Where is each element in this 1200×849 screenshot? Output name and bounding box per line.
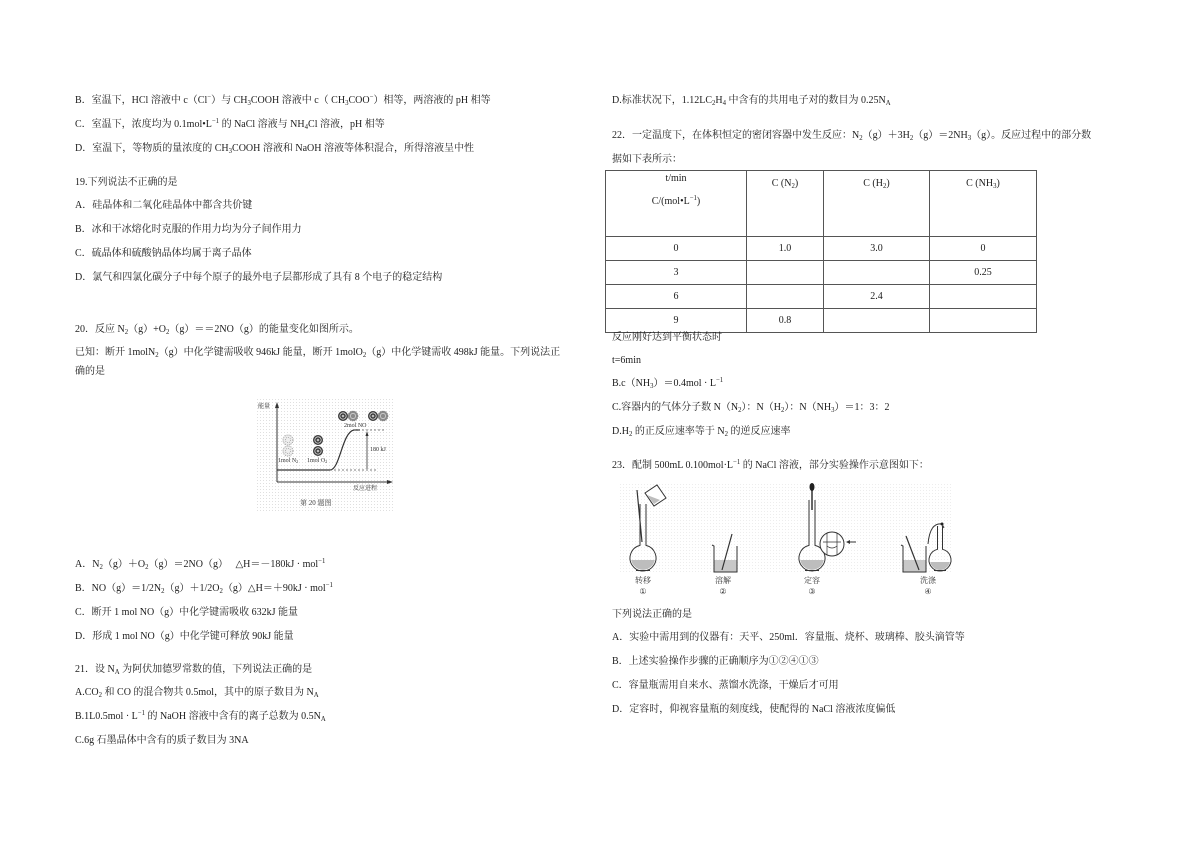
text-run: 为阿伏加德罗常数的值，下列说法正确的是 [119, 664, 313, 675]
q19-option-b [75, 223, 302, 237]
superscript: −1 [715, 377, 724, 385]
table-cell [824, 261, 930, 285]
subscript: 2 [145, 564, 149, 572]
step-4-number: ④ [924, 587, 932, 596]
subscript: 2 [124, 329, 129, 337]
text-run: 确的是 [75, 366, 105, 377]
text-run: 23．配制 500mL 0.100mol·L [612, 460, 734, 471]
text-run: 21．设 N [75, 664, 115, 675]
q23-option-b [612, 655, 819, 669]
text-run: B．NO（g）＝1/2N [75, 583, 162, 594]
q19-stem [75, 176, 178, 190]
subscript: A [885, 100, 891, 108]
superscript: − [207, 94, 212, 102]
q23-prompt [612, 608, 692, 622]
energy-diagram-drawing [256, 398, 394, 512]
energy-diagram-figure [256, 398, 394, 512]
text-run: C/(mol•L [651, 196, 690, 207]
subscript: 3 [993, 183, 997, 191]
text-run: C (NH [966, 178, 994, 189]
text-run: B．冰和干冰熔化时克服的作用力均为分子间作用力 [75, 224, 302, 235]
product-label: 2mol NO [344, 423, 367, 429]
text-run: A．硅晶体和二氧化硅晶体中都含共价键 [75, 200, 253, 211]
text-run: （g）中化学键需收 498kJ 能量。下列说法正 [366, 347, 561, 358]
text-run: ）与 CH [211, 95, 248, 106]
text-run: C (H [863, 178, 883, 189]
table-row [606, 285, 1037, 309]
text-run: COOH 溶液和 NaOH 溶液等体积混合，所得溶液呈中性 [232, 143, 474, 154]
subscript: 2 [724, 431, 728, 439]
table-corner-cell [606, 171, 747, 237]
x-axis-label: 反应进程 [353, 486, 378, 492]
text-run: A.CO [75, 687, 99, 698]
table-cell: 3 [606, 261, 747, 285]
q23-option-a [612, 631, 965, 645]
q20-option-a [75, 558, 325, 572]
subscript: 2 [909, 135, 914, 143]
subscript: 3 [228, 148, 233, 156]
subscript: 2 [99, 564, 103, 572]
text-run: A．N [75, 559, 100, 570]
q18-option-c [75, 118, 385, 132]
q21-option-c [75, 734, 249, 748]
text-run: ) [996, 178, 1000, 189]
text-run: 19.下列说法不正确的是 [75, 177, 178, 188]
superscript: −1 [689, 195, 697, 203]
subscript: A [114, 669, 120, 677]
text-run: C．室温下，浓度均为 0.1mol•L [75, 119, 212, 130]
step-2-label: 溶解 [715, 576, 731, 585]
text-run: 的 NaCl 溶液与 NH [219, 119, 305, 130]
text-run: （g）中化学键需吸收 946kJ 能量，断开 1molO [158, 347, 363, 358]
text-run: （g）＋1/2O [164, 583, 220, 594]
step-3-label: 定容 [804, 576, 820, 585]
text-run: （g）＝2NH [913, 130, 968, 141]
step-1-number: ① [639, 587, 647, 596]
q21-option-a [75, 686, 319, 700]
subscript: 2 [166, 329, 170, 337]
table-cell [930, 309, 1037, 333]
text-run: 1mol N [278, 458, 297, 464]
nitrogen-label [278, 458, 298, 465]
text-run: 下列说法正确的是 [612, 609, 692, 620]
text-run: ) [886, 178, 890, 189]
q21-stem [75, 663, 312, 677]
energy-change-label: 180 kJ [370, 447, 386, 453]
table-row [606, 261, 1037, 285]
experiment-figure [610, 480, 955, 600]
text-run: ）：N（H [741, 402, 781, 413]
table-cell: 0.25 [930, 261, 1037, 285]
text-run: D.标准状况下，1.12LC [612, 95, 712, 106]
q20-stem-line1 [75, 323, 359, 337]
text-run: ) [696, 196, 701, 207]
text-run: 的正反应速率等于 N [632, 426, 725, 437]
subscript: 2 [296, 459, 299, 465]
text-run: C．断开 1 mol NO（g）中化学键需吸收 632kJ 能量 [75, 607, 299, 618]
text-run: 1mol O [307, 458, 326, 464]
text-run: （g）△H＝＋90kJ · mol [222, 583, 326, 594]
superscript: − [369, 94, 374, 102]
table-cell [824, 309, 930, 333]
text-run: COO [348, 95, 370, 106]
subscript: 2 [628, 431, 633, 439]
text-run: H [715, 95, 723, 106]
subscript: 2 [219, 588, 223, 596]
q22-option-a-line2 [612, 354, 641, 368]
text-run: （g）+O [128, 324, 167, 335]
subscript: 2 [161, 588, 165, 596]
text-run: （g）＋3H [862, 130, 910, 141]
subscript: 3 [650, 383, 654, 391]
text-run: ) [794, 178, 799, 189]
q22-option-d [612, 425, 791, 439]
table-cell: 0 [930, 237, 1037, 261]
subscript: 3 [247, 100, 251, 108]
text-run: 的 NaCl 溶液，部分实验操作示意图如下： [740, 460, 929, 471]
text-run: 的 NaOH 溶液中含有的离子总数为 0.5N [145, 711, 321, 722]
q19-option-a [75, 199, 252, 213]
oxygen-label [307, 458, 327, 465]
subscript: 2 [325, 459, 328, 465]
text-run: B．室温下，HCl 溶液中 c（Cl [75, 95, 208, 106]
subscript: 2 [780, 407, 785, 415]
q23-stem [612, 459, 929, 473]
y-axis-label: 能量 [258, 404, 271, 410]
superscript: −1 [325, 582, 333, 590]
q19-option-d [75, 271, 442, 285]
text-run: D．定容时，仰视容量瓶的刻度线，使配得的 NaCl 溶液浓度偏低 [612, 704, 896, 715]
text-run: D．室温下，等物质的量浓度的 CH [75, 143, 229, 154]
text-run: C．容量瓶需用自来水、蒸馏水洗涤，干燥后才可用 [612, 680, 839, 691]
experiment-drawing [610, 480, 955, 600]
q22-option-a-line1 [612, 331, 722, 345]
table-header-h2 [824, 171, 930, 237]
table-row [606, 237, 1037, 261]
subscript: 4 [722, 100, 727, 108]
text-run: 已知：断开 1molN [75, 347, 156, 358]
q23-option-d [612, 703, 895, 717]
text-run: 据如下表所示： [612, 154, 682, 165]
step-3-number: ③ [808, 587, 816, 596]
superscript: −1 [733, 459, 741, 467]
q22-stem-line2 [612, 153, 682, 167]
subscript: A [320, 716, 326, 724]
q18-option-d [75, 142, 474, 156]
text-run: B.1L0.5mol · L [75, 711, 138, 722]
subscript: 2 [738, 407, 742, 415]
superscript: −1 [137, 710, 146, 718]
subscript: A [313, 692, 319, 700]
text-run: （g）＋O [102, 559, 146, 570]
text-run: Cl 溶液，pH 相等 [308, 119, 385, 130]
text-run: B．上述实验操作步骤的正确顺序为①②④①③ [612, 656, 819, 667]
text-run: （g）＝＝2NO（g）的能量变化如图所示。 [169, 324, 359, 335]
q21-option-d [612, 94, 891, 108]
step-4-label: 洗涤 [920, 576, 936, 585]
subscript: 3 [345, 100, 349, 108]
subscript: 2 [791, 183, 795, 191]
text-run: ）＝1：3：2 [834, 402, 890, 413]
table-header-nh3 [930, 171, 1037, 237]
text-run: 的逆反应速率 [728, 426, 791, 437]
q20-option-c [75, 606, 298, 620]
table-cell [747, 261, 824, 285]
step-1-label: 转移 [635, 576, 651, 585]
table-header-row [606, 171, 1037, 237]
text-run: C (N [771, 178, 792, 189]
table-cell: 0 [606, 237, 747, 261]
superscript: −1 [318, 558, 326, 566]
superscript: −1 [211, 118, 220, 126]
table-cell: 0.8 [747, 309, 824, 333]
text-run: D．形成 1 mol NO（g）中化学键可释放 90kJ 能量 [75, 631, 294, 642]
subscript: 2 [98, 692, 103, 700]
subscript: 2 [882, 183, 887, 191]
table-cell: 6 [606, 285, 747, 309]
subscript: 4 [304, 124, 309, 132]
text-run: A．实验中需用到的仪器有：天平、250ml．容量瓶、烧杯、玻璃棒、胶头滴管等 [612, 632, 965, 643]
q21-option-b [75, 710, 326, 724]
text-run: 反应刚好达到平衡状态时 [612, 332, 722, 343]
q20-stem-line2 [75, 346, 560, 360]
text-run: 20．反应 N [75, 324, 125, 335]
q20-option-b [75, 582, 333, 596]
subscript: 2 [859, 135, 863, 143]
q23-option-c [612, 679, 839, 693]
concentration-unit-header [606, 196, 746, 208]
text-run: t=6min [612, 355, 641, 366]
q20-option-d [75, 630, 294, 644]
subscript: 2 [362, 352, 367, 360]
q22-stem-line1 [612, 129, 1091, 143]
table-cell [930, 285, 1037, 309]
text-run: D.H [612, 426, 629, 437]
step-2-number: ② [719, 587, 727, 596]
figure-caption: 第 20 题图 [300, 499, 332, 507]
text-run: C.6g 石墨晶体中含有的质子数目为 3NA [75, 735, 249, 746]
text-run: 和 CO 的混合物共 0.5mol，其中的原子数目为 N [102, 687, 314, 698]
subscript: 3 [967, 135, 972, 143]
text-run: ）相等，两溶液的 pH 相等 [373, 95, 491, 106]
text-run: （g）＝2NO（g） △H＝－180kJ · mol [148, 559, 319, 570]
q18-option-b [75, 94, 491, 108]
text-run: COOH 溶液中 c（ CH [250, 95, 346, 106]
q20-stem-line3 [75, 365, 105, 379]
text-run: （g）。反应过程中的部分数 [971, 130, 1092, 141]
time-header: t/min [665, 173, 687, 184]
q22-option-c [612, 401, 889, 415]
table-cell: 1.0 [747, 237, 824, 261]
table-cell: 2.4 [824, 285, 930, 309]
text-run: ）：N（NH [784, 402, 832, 413]
text-run: 中含有的共用电子对的数目为 0.25N [726, 95, 886, 106]
data-table-q22 [605, 170, 1037, 333]
table-row [606, 309, 1037, 333]
subscript: 3 [831, 407, 835, 415]
table-cell [747, 285, 824, 309]
subscript: 2 [155, 352, 159, 360]
text-run: 22．一定温度下，在体积恒定的密闭容器中发生反应：N [612, 130, 860, 141]
subscript: 2 [712, 100, 716, 108]
q22-option-b [612, 377, 723, 391]
text-run: C.容器内的气体分子数 N（N [612, 402, 739, 413]
text-run: ）＝0.4mol · L [653, 378, 716, 389]
table-header-n2 [747, 171, 824, 237]
table-cell: 3.0 [824, 237, 930, 261]
text-run: D．氯气和四氯化碳分子中每个原子的最外电子层都形成了具有 8 个电子的稳定结构 [75, 272, 443, 283]
text-run: C．硫晶体和硫酸钠晶体均属于离子晶体 [75, 248, 252, 259]
q19-option-c [75, 247, 252, 261]
text-run: B.c（NH [612, 378, 651, 389]
table-cell: 9 [606, 309, 747, 333]
